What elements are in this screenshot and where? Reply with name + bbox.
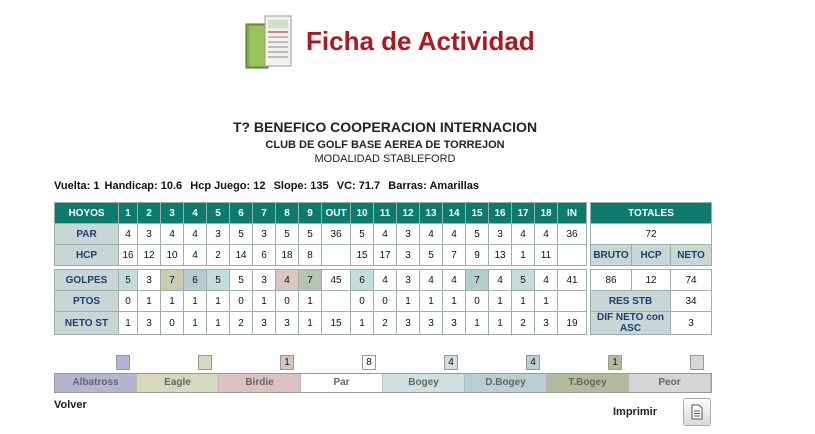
score-cell: 0: [119, 291, 138, 312]
col-header: HOYOS: [55, 203, 119, 224]
score-cell: 5: [299, 224, 322, 245]
score-cell: 36: [322, 224, 351, 245]
legend-count: 4: [444, 355, 458, 370]
col-header: 15: [466, 203, 489, 224]
col-header: 5: [207, 203, 230, 224]
col-header: 8: [276, 203, 299, 224]
score-cell: 4: [119, 224, 138, 245]
score-cell: 3: [253, 270, 276, 291]
legend-item: Par: [301, 374, 383, 392]
score-cell: 1: [443, 291, 466, 312]
row-label: PAR: [55, 224, 119, 245]
score-cell: 13: [489, 245, 512, 266]
round-info: [54, 180, 481, 192]
score-cell: 3: [397, 245, 420, 266]
score-cell: 3: [207, 224, 230, 245]
col-header: 11: [374, 203, 397, 224]
score-cell: 1: [299, 312, 322, 335]
legend-item: D.Bogey: [465, 374, 547, 392]
score-cell: 5: [207, 270, 230, 291]
par-total: 72: [591, 224, 712, 245]
legend-count: 1: [280, 355, 294, 370]
score-cell: 1: [489, 291, 512, 312]
score-cell: 12: [138, 245, 161, 266]
score-cell: 0: [374, 291, 397, 312]
score-cell: 1: [351, 312, 374, 335]
legend-count: 8: [362, 355, 376, 370]
tees: Barras: Amarillas: [388, 180, 479, 192]
hcp-juego: Hcp Juego: 12: [190, 180, 266, 192]
score-cell: 0: [161, 312, 184, 335]
score-cell: 16: [119, 245, 138, 266]
score-cell: 0: [466, 291, 489, 312]
score-cell: 5: [230, 224, 253, 245]
legend-count: 1: [608, 355, 622, 370]
score-cell: 15: [322, 312, 351, 335]
row-label: NETO ST: [55, 312, 119, 335]
legend-count: [198, 355, 212, 370]
score-cell: 41: [558, 270, 587, 291]
dif-neto-value: 3: [671, 312, 712, 335]
totals-label: HCP: [632, 245, 671, 266]
handicap: Handicap: 10.6: [104, 180, 183, 192]
col-header: 6: [230, 203, 253, 224]
score-cell: 4: [276, 270, 299, 291]
event-title: T? BENEFICO COOPERACION INTERNACION: [232, 119, 538, 135]
score-cell: 5: [119, 270, 138, 291]
score-cell: 7: [466, 270, 489, 291]
score-cell: 5: [420, 245, 443, 266]
score-cell: 4: [512, 224, 535, 245]
totals-label: NETO: [671, 245, 712, 266]
score-cell: 1: [184, 312, 207, 335]
score-cell: 3: [443, 312, 466, 335]
score-cell: 6: [351, 270, 374, 291]
score-cell: 1: [512, 291, 535, 312]
score-cell: 1: [420, 291, 443, 312]
score-cell: 6: [253, 245, 276, 266]
slope: Slope: 135: [273, 180, 329, 192]
score-cell: 7: [161, 270, 184, 291]
score-cell: 7: [443, 245, 466, 266]
legend-item: T.Bogey: [547, 374, 629, 392]
score-cell: 1: [184, 291, 207, 312]
col-header: 12: [397, 203, 420, 224]
row-label: HCP: [55, 245, 119, 266]
score-cell: 2: [230, 312, 253, 335]
score-cell: 1: [161, 291, 184, 312]
score-cell: 3: [138, 312, 161, 335]
legend-count: [690, 355, 704, 370]
score-cell: 0: [276, 291, 299, 312]
score-cell: 14: [230, 245, 253, 266]
col-header: 17: [512, 203, 535, 224]
score-cell: 17: [374, 245, 397, 266]
col-header: 16: [489, 203, 512, 224]
legend-counts: [54, 355, 714, 369]
score-cell: 1: [253, 291, 276, 312]
totals-label: BRUTO: [591, 245, 632, 266]
score-cell: 5: [230, 270, 253, 291]
score-cell: 3: [397, 224, 420, 245]
col-header: 7: [253, 203, 276, 224]
score-cell: 6: [184, 270, 207, 291]
score-cell: 4: [535, 270, 558, 291]
res-stb-label: RES STB: [591, 291, 671, 312]
col-header: 13: [420, 203, 443, 224]
score-cell: 9: [466, 245, 489, 266]
score-cell: [558, 291, 587, 312]
scorecard-book-icon: [243, 14, 295, 72]
score-cell: 3: [397, 312, 420, 335]
score-cell: 4: [535, 224, 558, 245]
col-header: 14: [443, 203, 466, 224]
round-number: Vuelta: 1: [54, 180, 100, 192]
score-cell: 3: [253, 224, 276, 245]
score-cell: 1: [119, 312, 138, 335]
score-cell: 1: [466, 312, 489, 335]
score-cell: 10: [161, 245, 184, 266]
score-cell: 19: [558, 312, 587, 335]
page-title: Ficha de Actividad: [306, 26, 535, 56]
score-cell: 1: [299, 291, 322, 312]
score-cell: 4: [184, 245, 207, 266]
col-header: IN: [558, 203, 587, 224]
score-cell: 4: [161, 224, 184, 245]
legend-item: Bogey: [383, 374, 465, 392]
score-cell: 3: [535, 312, 558, 335]
score-cell: 3: [138, 224, 161, 245]
game-mode: MODALIDAD STABLEFORD: [314, 153, 456, 165]
score-cell: 4: [443, 224, 466, 245]
score-cell: 3: [420, 312, 443, 335]
score-cell: 18: [276, 245, 299, 266]
score-cell: 4: [420, 224, 443, 245]
score-cell: 5: [351, 224, 374, 245]
col-header: 3: [161, 203, 184, 224]
score-cell: 5: [512, 270, 535, 291]
score-cell: 3: [138, 270, 161, 291]
score-cell: 4: [374, 270, 397, 291]
score-cell: 5: [276, 224, 299, 245]
row-label: GOLPES: [55, 270, 119, 291]
score-cell: 1: [207, 312, 230, 335]
col-header: 18: [535, 203, 558, 224]
score-cell: 15: [351, 245, 374, 266]
score-cell: 2: [374, 312, 397, 335]
totals-value: 86: [591, 270, 632, 291]
score-cell: 3: [276, 312, 299, 335]
col-header: 1: [119, 203, 138, 224]
col-header: 4: [184, 203, 207, 224]
score-cell: 2: [207, 245, 230, 266]
score-cell: 45: [322, 270, 351, 291]
club-name: CLUB DE GOLF BASE AEREA DE TORREJON: [265, 139, 505, 151]
score-cell: 3: [489, 224, 512, 245]
score-cell: 3: [397, 270, 420, 291]
print-label: Imprimir: [613, 406, 658, 418]
score-cell: 2: [512, 312, 535, 335]
score-cell: 3: [253, 312, 276, 335]
score-cell: [322, 291, 351, 312]
score-cell: [558, 245, 587, 266]
legend-item: Peor: [629, 374, 711, 392]
dif-neto-label: DIF NETO con ASC: [591, 312, 671, 335]
score-cell: 0: [230, 291, 253, 312]
score-cell: 11: [535, 245, 558, 266]
res-stb-value: 34: [671, 291, 712, 312]
col-header: 10: [351, 203, 374, 224]
score-cell: 0: [351, 291, 374, 312]
score-cell: 1: [535, 291, 558, 312]
back-link[interactable]: Volver: [54, 399, 87, 411]
score-cell: 8: [299, 245, 322, 266]
col-header: 9: [299, 203, 322, 224]
score-cell: 1: [397, 291, 420, 312]
score-cell: 4: [420, 270, 443, 291]
score-legend: [54, 373, 712, 393]
legend-count: [116, 355, 130, 370]
score-cell: 4: [443, 270, 466, 291]
score-cell: 1: [138, 291, 161, 312]
score-cell: 5: [466, 224, 489, 245]
score-cell: 36: [558, 224, 587, 245]
scorecard-table: [54, 202, 712, 335]
legend-count: 4: [526, 355, 540, 370]
totals-header: TOTALES: [591, 203, 712, 224]
col-header: OUT: [322, 203, 351, 224]
col-header: 2: [138, 203, 161, 224]
print-button[interactable]: [683, 398, 711, 426]
legend-item: Birdie: [219, 374, 301, 392]
score-cell: 4: [374, 224, 397, 245]
vc: VC: 71.7: [336, 180, 381, 192]
score-cell: 1: [207, 291, 230, 312]
score-cell: [322, 245, 351, 266]
row-label: PTOS: [55, 291, 119, 312]
legend-item: Albatross: [55, 374, 137, 392]
totals-value: 12: [632, 270, 671, 291]
totals-value: 74: [671, 270, 712, 291]
score-cell: 1: [489, 312, 512, 335]
score-cell: 4: [489, 270, 512, 291]
score-cell: 1: [512, 245, 535, 266]
score-cell: 4: [184, 224, 207, 245]
legend-item: Eagle: [137, 374, 219, 392]
score-cell: 7: [299, 270, 322, 291]
document-print-icon: [690, 404, 704, 420]
